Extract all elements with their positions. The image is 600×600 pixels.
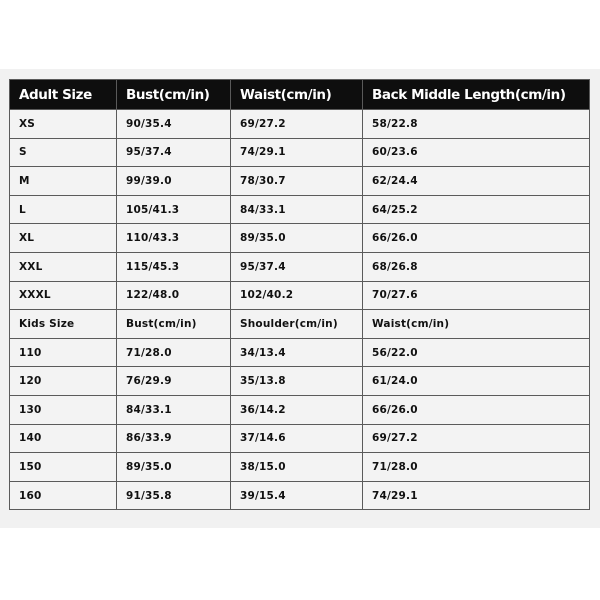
table-cell: 89/35.0 bbox=[231, 224, 363, 253]
table-cell: 130 bbox=[10, 395, 117, 424]
table-cell: 120 bbox=[10, 367, 117, 396]
table-row bbox=[10, 453, 590, 482]
kids-header-row bbox=[10, 310, 590, 339]
table-row bbox=[10, 195, 590, 224]
table-cell: 56/22.0 bbox=[363, 338, 590, 367]
table-row bbox=[10, 224, 590, 253]
table-cell: 71/28.0 bbox=[363, 453, 590, 482]
table-cell: L bbox=[10, 195, 117, 224]
table-cell: 115/45.3 bbox=[117, 252, 231, 281]
table-cell: 110 bbox=[10, 338, 117, 367]
table-cell: 78/30.7 bbox=[231, 167, 363, 196]
table-row bbox=[10, 367, 590, 396]
table-cell: 102/40.2 bbox=[231, 281, 363, 310]
table-cell: 61/24.0 bbox=[363, 367, 590, 396]
table-row bbox=[10, 424, 590, 453]
table-cell: 39/15.4 bbox=[231, 481, 363, 510]
table-row bbox=[10, 481, 590, 510]
table-cell: 99/39.0 bbox=[117, 167, 231, 196]
table-row bbox=[10, 138, 590, 167]
table-cell: 76/29.9 bbox=[117, 367, 231, 396]
table-cell: XL bbox=[10, 224, 117, 253]
table-cell: 66/26.0 bbox=[363, 395, 590, 424]
table-row bbox=[10, 252, 590, 281]
header-cell: Back Middle Length(cm/in) bbox=[363, 80, 590, 110]
kids-header-cell: Kids Size bbox=[10, 310, 117, 339]
table-cell: 70/27.6 bbox=[363, 281, 590, 310]
table-cell: 69/27.2 bbox=[231, 110, 363, 139]
table-cell: 64/25.2 bbox=[363, 195, 590, 224]
table-cell: 84/33.1 bbox=[231, 195, 363, 224]
table-row bbox=[10, 110, 590, 139]
header-cell: Adult Size bbox=[10, 80, 117, 110]
kids-header-cell: Waist(cm/in) bbox=[363, 310, 590, 339]
table-cell: 89/35.0 bbox=[117, 453, 231, 482]
table-cell: 122/48.0 bbox=[117, 281, 231, 310]
table-cell: 38/15.0 bbox=[231, 453, 363, 482]
table-cell: 62/24.4 bbox=[363, 167, 590, 196]
header-cell: Bust(cm/in) bbox=[117, 80, 231, 110]
table-cell: S bbox=[10, 138, 117, 167]
table-cell: 37/14.6 bbox=[231, 424, 363, 453]
table-cell: 60/23.6 bbox=[363, 138, 590, 167]
table-cell: 95/37.4 bbox=[117, 138, 231, 167]
table-cell: 86/33.9 bbox=[117, 424, 231, 453]
table-row bbox=[10, 281, 590, 310]
table-cell: 35/13.8 bbox=[231, 367, 363, 396]
table-cell: 68/26.8 bbox=[363, 252, 590, 281]
table-cell: 140 bbox=[10, 424, 117, 453]
table-row bbox=[10, 167, 590, 196]
table-cell: 74/29.1 bbox=[363, 481, 590, 510]
table-cell: 66/26.0 bbox=[363, 224, 590, 253]
table-cell: 71/28.0 bbox=[117, 338, 231, 367]
size-chart-table bbox=[9, 79, 590, 510]
table-cell: XXL bbox=[10, 252, 117, 281]
table-cell: 69/27.2 bbox=[363, 424, 590, 453]
table-cell: 34/13.4 bbox=[231, 338, 363, 367]
table-cell: XS bbox=[10, 110, 117, 139]
table-cell: 91/35.8 bbox=[117, 481, 231, 510]
table-cell: 58/22.8 bbox=[363, 110, 590, 139]
adult-header-row bbox=[10, 80, 590, 110]
kids-header-cell: Bust(cm/in) bbox=[117, 310, 231, 339]
table-cell: XXXL bbox=[10, 281, 117, 310]
table-cell: 150 bbox=[10, 453, 117, 482]
table-cell: 74/29.1 bbox=[231, 138, 363, 167]
table-cell: 160 bbox=[10, 481, 117, 510]
table-cell: 90/35.4 bbox=[117, 110, 231, 139]
table-cell: 110/43.3 bbox=[117, 224, 231, 253]
header-cell: Waist(cm/in) bbox=[231, 80, 363, 110]
table-cell: 36/14.2 bbox=[231, 395, 363, 424]
table-cell: M bbox=[10, 167, 117, 196]
table-cell: 95/37.4 bbox=[231, 252, 363, 281]
kids-header-cell: Shoulder(cm/in) bbox=[231, 310, 363, 339]
table-cell: 105/41.3 bbox=[117, 195, 231, 224]
table-row bbox=[10, 338, 590, 367]
table-row bbox=[10, 395, 590, 424]
table-cell: 84/33.1 bbox=[117, 395, 231, 424]
